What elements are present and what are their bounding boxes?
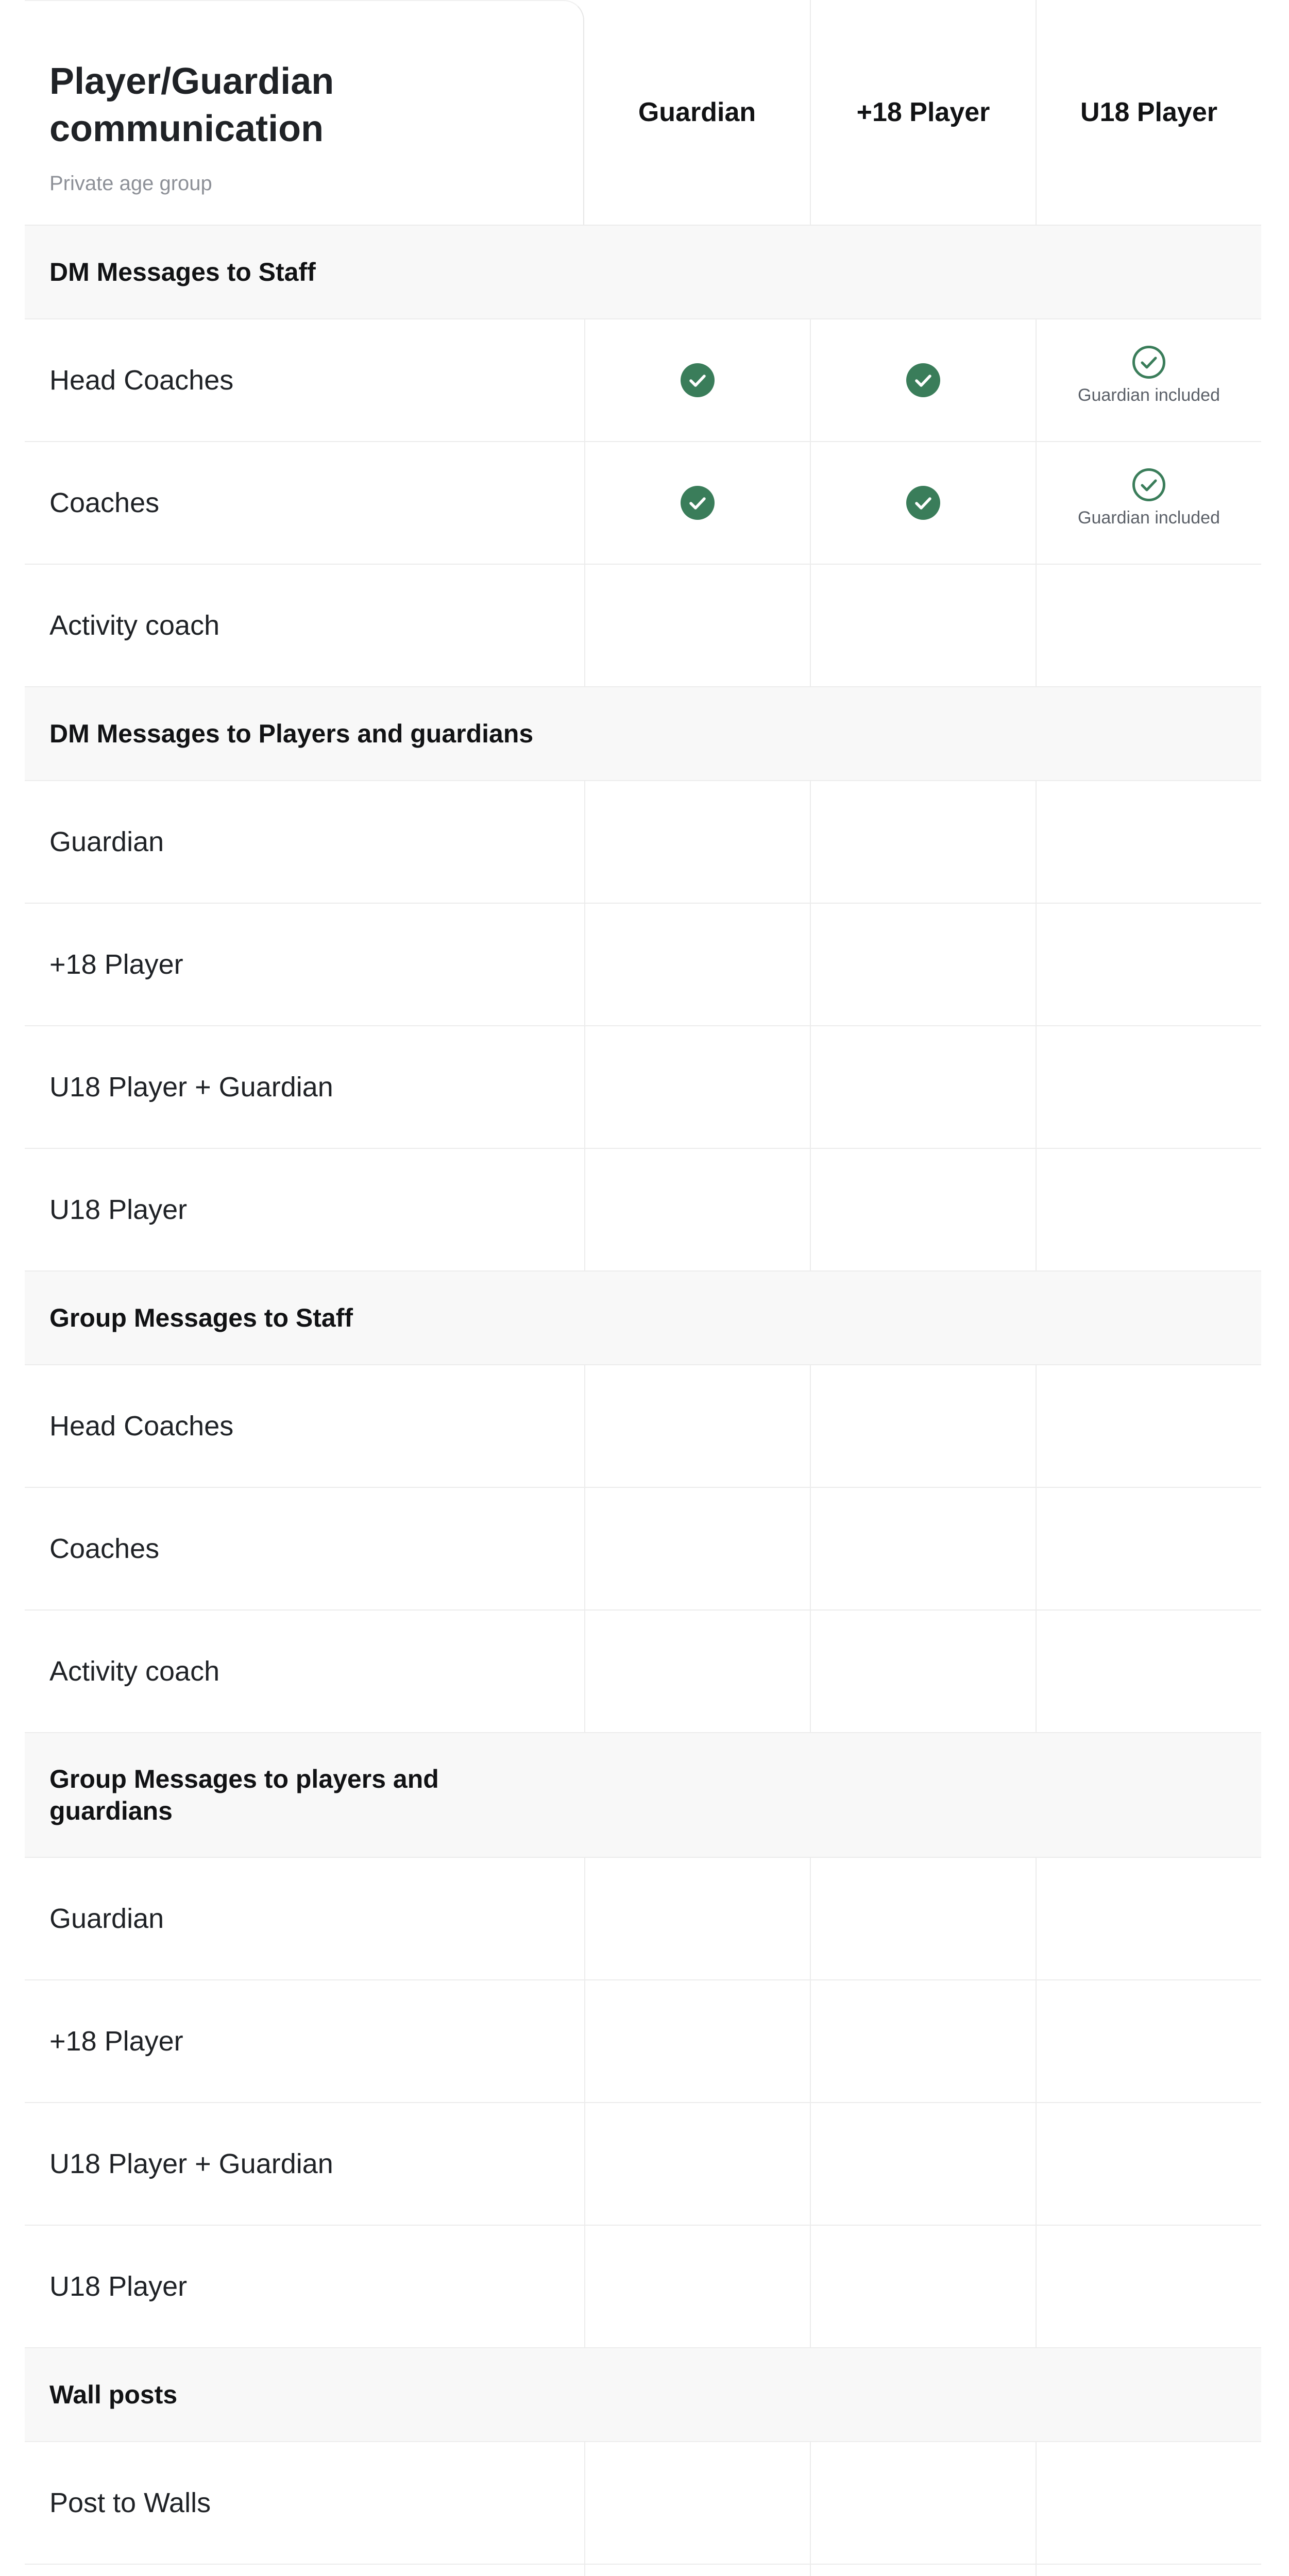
table-title-cell: [25, 0, 584, 225]
column-header-label: Guardian: [638, 97, 756, 127]
permission-cell-player18: [810, 1980, 1036, 2102]
section-title: Wall posts: [49, 2380, 178, 2409]
section-title-cell: [25, 226, 584, 318]
table-row: [25, 442, 1261, 565]
section-title-cell: [25, 2348, 584, 2441]
page-subtitle: Private age group: [49, 172, 212, 195]
check-circle-filled-icon: [681, 486, 715, 520]
section-empty-cell: [810, 687, 1036, 780]
check-circle-filled-icon: [906, 486, 940, 520]
table-row: [25, 319, 1261, 442]
row-label-cell: [25, 2442, 584, 2564]
permission-cell-guardian: [584, 1858, 810, 1979]
permission-cell-u18: [1036, 319, 1261, 441]
table-row: [25, 2565, 1261, 2576]
row-label: U18 Player: [49, 1194, 188, 1225]
permission-cell-player18: [810, 1149, 1036, 1270]
row-label: U18 Player: [49, 2271, 188, 2302]
check-circle-outline-icon: [1132, 345, 1166, 379]
table-row: [25, 1980, 1261, 2103]
table-row: [25, 2442, 1261, 2565]
row-label-cell: [25, 565, 584, 686]
column-header-u18-player: [1036, 0, 1261, 225]
permission-cell-u18: [1036, 2226, 1261, 2347]
permission-cell-u18: [1036, 904, 1261, 1025]
permission-cell-guardian: [584, 1488, 810, 1609]
row-label-cell: [25, 319, 584, 441]
table-row: [25, 2103, 1261, 2226]
permission-cell-guardian: [584, 1365, 810, 1487]
table-body: [25, 226, 1261, 2576]
permission-cell-u18: [1036, 1149, 1261, 1270]
permission-cell-u18: [1036, 1858, 1261, 1979]
permission-cell-player18: [810, 781, 1036, 903]
guardian-included-indicator: [1078, 345, 1220, 405]
section-empty-cell: [810, 226, 1036, 318]
row-label: Guardian: [49, 826, 164, 857]
permission-cell-guardian: [584, 2442, 810, 2564]
row-label: Coaches: [49, 487, 160, 518]
row-label-cell: [25, 442, 584, 564]
section-empty-cell: [1036, 2348, 1261, 2441]
permission-cell-guardian: [584, 2565, 810, 2576]
permission-cell-guardian: [584, 781, 810, 903]
row-label: Post to Walls: [49, 2487, 211, 2518]
section-title: DM Messages to Staff: [49, 258, 316, 286]
row-label: Activity coach: [49, 610, 220, 641]
row-label-cell: [25, 1858, 584, 1979]
table-row: [25, 781, 1261, 904]
section-header-row: [25, 2348, 1261, 2442]
section-title: DM Messages to Players and guardians: [49, 719, 534, 748]
permission-cell-u18: [1036, 2103, 1261, 2225]
permission-cell-u18: [1036, 1980, 1261, 2102]
row-label: Guardian: [49, 1903, 164, 1934]
permissions-table: [25, 0, 1261, 2576]
row-label: Head Coaches: [49, 365, 234, 396]
check-circle-filled-icon: [681, 363, 715, 397]
permission-cell-u18: [1036, 1488, 1261, 1609]
row-label-cell: [25, 1026, 584, 1148]
section-empty-cell: [810, 1733, 1036, 1857]
row-label-cell: [25, 2565, 584, 2576]
table-row: [25, 1488, 1261, 1611]
column-header-label: +18 Player: [856, 97, 990, 127]
section-empty-cell: [584, 1733, 810, 1857]
permission-cell-player18: [810, 904, 1036, 1025]
section-title: Group Messages to Staff: [49, 1303, 353, 1332]
permission-cell-guardian: [584, 319, 810, 441]
permission-cell-player18: [810, 2442, 1036, 2564]
permission-cell-player18: [810, 2565, 1036, 2576]
table-row: [25, 1149, 1261, 1272]
column-header-18-player: [810, 0, 1036, 225]
table-row: [25, 1365, 1261, 1488]
row-label: Activity coach: [49, 1656, 220, 1687]
check-circle-filled-icon: [906, 363, 940, 397]
permission-cell-u18: [1036, 565, 1261, 686]
row-label-cell: [25, 1611, 584, 1732]
permission-cell-guardian: [584, 565, 810, 686]
section-empty-cell: [584, 687, 810, 780]
table-header: [25, 0, 1261, 226]
row-label-cell: [25, 1149, 584, 1270]
permission-cell-player18: [810, 2103, 1036, 2225]
check-circle-outline-icon: [1132, 468, 1166, 502]
permission-cell-u18: [1036, 1365, 1261, 1487]
section-empty-cell: [810, 2348, 1036, 2441]
permission-cell-player18: [810, 1365, 1036, 1487]
permission-cell-player18: [810, 1488, 1036, 1609]
permission-cell-u18: [1036, 781, 1261, 903]
permission-cell-guardian: [584, 442, 810, 564]
section-empty-cell: [1036, 1733, 1261, 1857]
guardian-included-note: Guardian included: [1078, 507, 1220, 528]
row-label-cell: [25, 781, 584, 903]
row-label: +18 Player: [49, 2026, 183, 2057]
row-label-cell: [25, 1488, 584, 1609]
row-label: U18 Player + Guardian: [49, 2148, 333, 2179]
table-row: [25, 565, 1261, 687]
section-title-cell: [25, 1272, 584, 1364]
table-row: [25, 904, 1261, 1026]
permission-cell-player18: [810, 565, 1036, 686]
row-label: Head Coaches: [49, 1411, 234, 1442]
guardian-included-indicator: [1078, 468, 1220, 528]
permission-cell-player18: [810, 2226, 1036, 2347]
row-label-cell: [25, 2226, 584, 2347]
section-empty-cell: [810, 1272, 1036, 1364]
table-row: [25, 2226, 1261, 2348]
permission-cell-player18: [810, 442, 1036, 564]
row-label: +18 Player: [49, 949, 183, 980]
permission-cell-guardian: [584, 1980, 810, 2102]
section-header-row: [25, 1272, 1261, 1365]
table-row: [25, 1858, 1261, 1980]
permission-cell-guardian: [584, 1026, 810, 1148]
permission-cell-u18: [1036, 2565, 1261, 2576]
permission-cell-guardian: [584, 1149, 810, 1270]
section-header-row: [25, 687, 1261, 781]
section-empty-cell: [584, 226, 810, 318]
row-label-cell: [25, 2103, 584, 2225]
permission-cell-guardian: [584, 904, 810, 1025]
permission-cell-player18: [810, 1611, 1036, 1732]
table-row: [25, 1026, 1261, 1149]
permission-cell-guardian: [584, 1611, 810, 1732]
section-header-row: [25, 226, 1261, 319]
permission-cell-player18: [810, 1026, 1036, 1148]
permission-cell-player18: [810, 1858, 1036, 1979]
section-empty-cell: [1036, 1272, 1261, 1364]
guardian-included-note: Guardian included: [1078, 385, 1220, 405]
column-header-guardian: [584, 0, 810, 225]
section-header-row: [25, 1733, 1261, 1858]
row-label: Coaches: [49, 1533, 160, 1564]
section-title-cell: [25, 687, 584, 780]
table-row: [25, 1611, 1261, 1733]
permission-cell-player18: [810, 319, 1036, 441]
row-label-cell: [25, 904, 584, 1025]
section-title-cell: [25, 1733, 584, 1857]
section-empty-cell: [1036, 687, 1261, 780]
section-empty-cell: [584, 2348, 810, 2441]
permission-cell-u18: [1036, 442, 1261, 564]
permission-cell-u18: [1036, 2442, 1261, 2564]
permission-cell-u18: [1036, 1611, 1261, 1732]
page-title: Player/Guardian communication: [49, 61, 334, 149]
row-label: U18 Player + Guardian: [49, 1072, 333, 1103]
section-title: Group Messages to players and guardians: [49, 1765, 439, 1825]
permission-cell-guardian: [584, 2226, 810, 2347]
section-empty-cell: [1036, 226, 1261, 318]
permission-cell-guardian: [584, 2103, 810, 2225]
permission-cell-u18: [1036, 1026, 1261, 1148]
row-label-cell: [25, 1365, 584, 1487]
column-header-label: U18 Player: [1080, 97, 1217, 127]
row-label-cell: [25, 1980, 584, 2102]
section-empty-cell: [584, 1272, 810, 1364]
